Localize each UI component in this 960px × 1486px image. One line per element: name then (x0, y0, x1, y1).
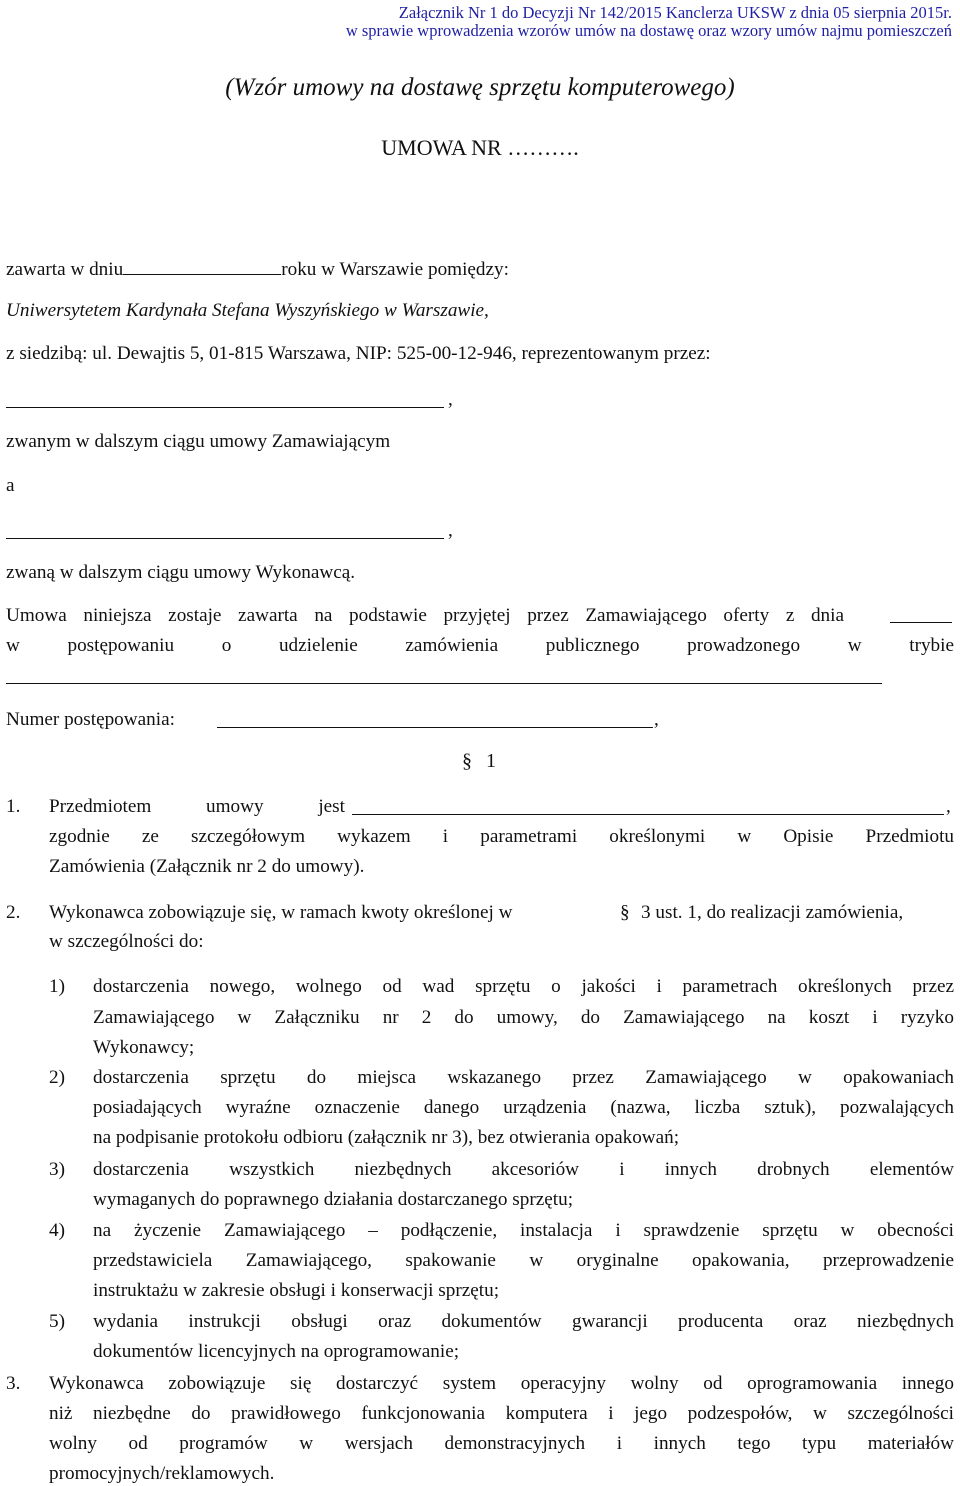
item-1-number: 1. (6, 796, 21, 817)
contractor-blank (6, 538, 444, 539)
subitem-4-line-1: na życzenie Zamawiającego – podłączenie, instalacja i sprawdzenie sprzętu w obecności (93, 1220, 954, 1241)
zamawiajacy-line: zwanym w dalszym ciągu umowy Zamawiającym (6, 431, 391, 452)
header-line-2: w sprawie wprowadzenia wzorów umów na dostawę oraz wzory umów najmu pomieszczeń (345, 21, 952, 40)
item-1-line-2: zgodnie ze szczegółowym wykazem i parametrami określonymi w Opisie Przedmiotu (49, 826, 954, 847)
subitem-1-number: 1) (49, 976, 65, 997)
subitem-5-number: 5) (49, 1311, 65, 1332)
basis-line-2: w postępowaniu o udzielenie zamówienia publicznego prowadzonego w trybie (6, 635, 954, 656)
item-3-line-4: promocyjnych/reklamowych. (49, 1463, 275, 1484)
subitem-2-line-3: na podpisanie protokołu odbioru (załącznik nr 3), bez otwierania opakowań; (93, 1127, 680, 1148)
zawarta-line (6, 256, 509, 282)
subitem-3-line-1: dostarczenia wszystkich niezbędnych akcesoriów i innych drobnych elementów (93, 1159, 954, 1180)
seat-line: z siedzibą: ul. Dewajtis 5, 01-815 Warszawa, NIP: 525-00-12-946, reprezentowanym przez: (6, 343, 711, 364)
subitem-3-line-2: wymaganych do poprawnego działania dostarczanego sprzętu; (93, 1189, 574, 1210)
numer-blank (217, 727, 653, 728)
item-2-number: 2. (6, 902, 21, 923)
item-3-line-3: wolny od programów w wersjach demonstracyjnych i innych tego typu materiałów (49, 1433, 954, 1454)
section-symbol: § (462, 750, 472, 772)
wykonawca-line: zwaną w dalszym ciągu umowy Wykonawcą. (6, 562, 356, 583)
subitem-4-number: 4) (49, 1220, 65, 1241)
subitem-2-line-2: posiadających wyraźne oznaczenie danego urządzenia (nazwa, liczba sztuk), pozwalających (93, 1097, 954, 1118)
section-heading (462, 750, 496, 773)
numer-label: Numer postępowania: (6, 709, 175, 730)
item-1-line-3: Zamówienia (Załącznik nr 2 do umowy). (49, 856, 365, 877)
basis-line-1: Umowa niniejsza zostaje zawarta na podstawie przyjętej przez Zamawiającego oferty z dnia (6, 605, 844, 626)
subitem-3-number: 3) (49, 1159, 65, 1180)
conjunction-a: a (6, 475, 15, 496)
comma-2: , (448, 520, 453, 541)
item-3-line-2: niż niezbędne do prawidłowego funkcjonowania komputera i jego podzespołów, w szczególności (49, 1403, 954, 1424)
item-1-text: Przedmiotem umowy jest (49, 796, 345, 817)
agreement-number: UMOWA NR ………. (381, 135, 579, 160)
numer-comma: , (654, 709, 659, 730)
item-1-blank (352, 814, 944, 815)
offer-date-blank (890, 622, 952, 623)
item-2-line-1b: 3 ust. 1, do realizacji zamówienia, (641, 902, 904, 923)
representative-blank-1 (6, 407, 444, 408)
item-2-line-2: w szczególności do: (49, 931, 204, 952)
zawarta-prefix: zawarta w dniu (6, 259, 124, 280)
subitem-1-line-2: Zamawiającego w Załączniku nr 2 do umowy, do Zamawiającego na koszt i ryzyko (93, 1007, 954, 1028)
item-1-comma: , (946, 796, 951, 817)
item-3-line-1: Wykonawca zobowiązuje się dostarczyć system operacyjny wolny od oprogramowania innego (49, 1373, 954, 1394)
subitem-4-line-2: przedstawiciela Zamawiającego, spakowanie w oryginalne opakowania, przeprowadzenie (93, 1250, 954, 1271)
subitem-1-line-3: Wykonawcy; (93, 1037, 195, 1058)
zawarta-suffix: roku w Warszawie pomiędzy: (281, 259, 509, 280)
item-2-section-symbol: § (620, 902, 630, 923)
subitem-5-line-2: dokumentów licencyjnych na oprogramowanie; (93, 1341, 460, 1362)
subitem-2-number: 2) (49, 1067, 65, 1088)
document-subtitle: (Wzór umowy na dostawę sprzętu komputerowego) (225, 74, 735, 101)
university-name: Uniwersytetem Kardynała Stefana Wyszyńskiego w Warszawie, (6, 300, 489, 321)
item-2-line-1a: Wykonawca zobowiązuje się, w ramach kwoty określonej w (49, 902, 513, 923)
subitem-2-line-1: dostarczenia sprzętu do miejsca wskazanego przez Zamawiającego w opakowaniach (93, 1067, 954, 1088)
subitem-5-line-1: wydania instrukcji obsługi oraz dokumentów gwarancji producenta oraz niezbędnych (93, 1311, 954, 1332)
subitem-1-line-1: dostarczenia nowego, wolnego od wad sprzętu o jakości i parametrach określonych przez (93, 976, 954, 997)
date-blank (123, 256, 281, 275)
subitem-4-line-3: instruktażu w zakresie obsługi i konserwacji sprzętu; (93, 1280, 500, 1301)
item-3-number: 3. (6, 1373, 21, 1394)
section-number: 1 (486, 750, 496, 772)
comma-1: , (448, 389, 453, 410)
header-line-1: Załącznik Nr 1 do Decyzji Nr 142/2015 Kanclerza UKSW z dnia 05 sierpnia 2015r. (398, 3, 952, 22)
mode-blank (6, 683, 882, 684)
